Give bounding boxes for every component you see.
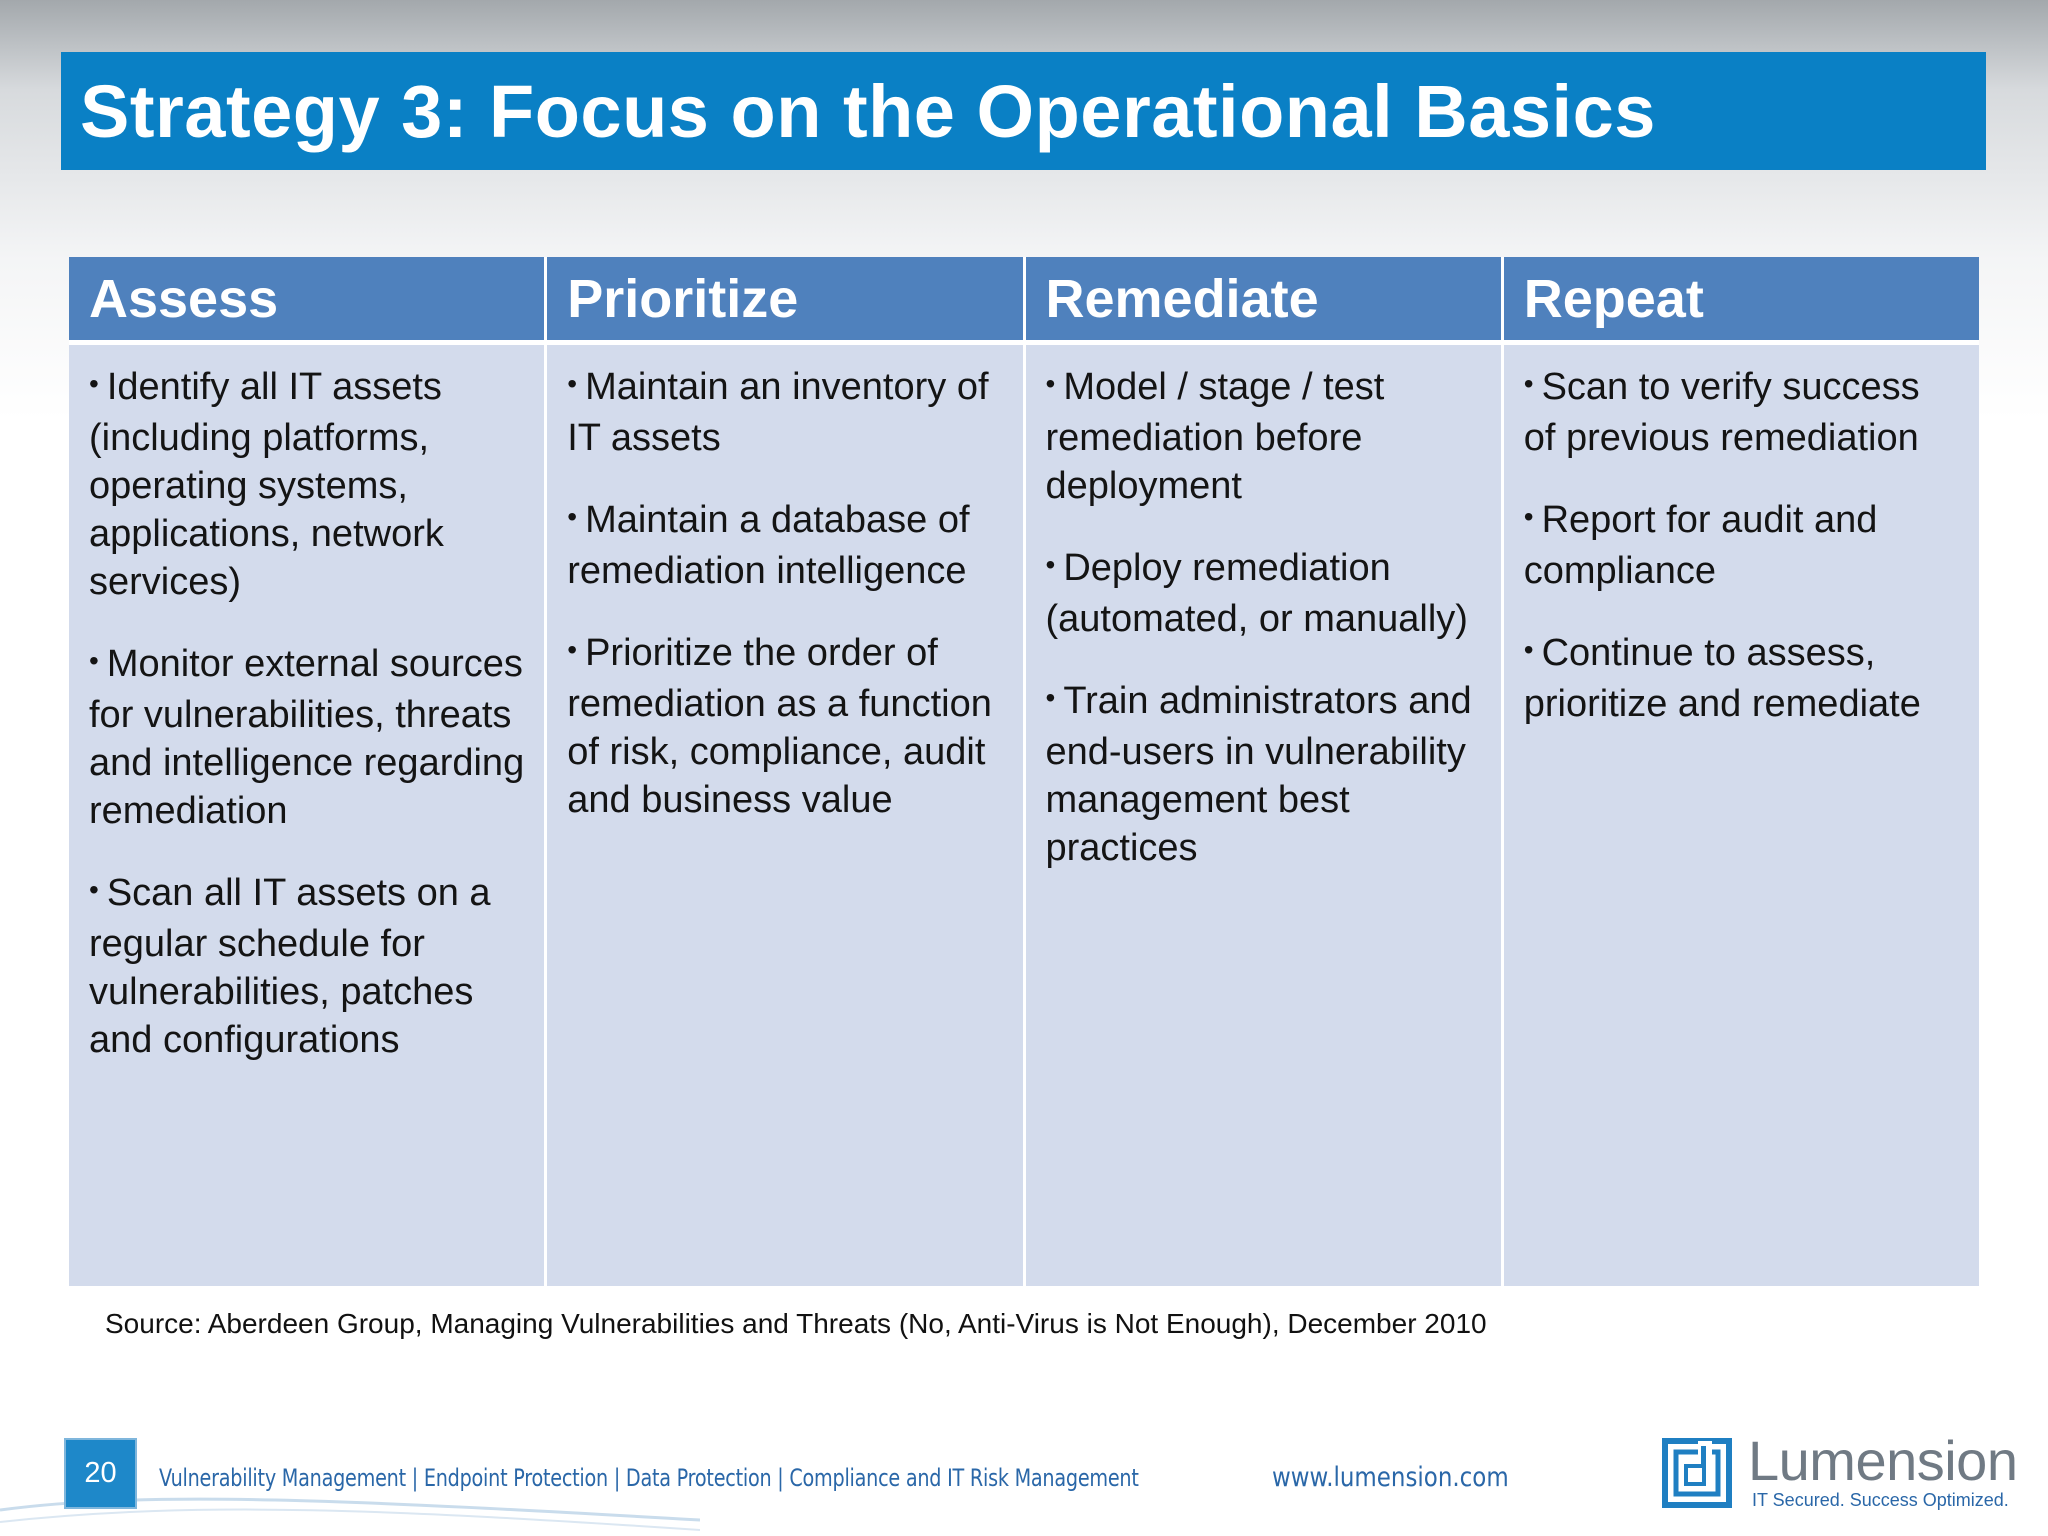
- column-heading: Assess: [69, 257, 544, 340]
- bullet-item: • Prioritize the order of remediation as a function of risk, compliance, audit and business value: [567, 629, 1002, 824]
- website-link[interactable]: www.lumension.com: [1272, 1462, 1509, 1493]
- column-prioritize: [547, 257, 1022, 1286]
- source-citation: Source: Aberdeen Group, Managing Vulnerabilities and Threats (No, Anti-Virus is Not Enough), December 2010: [105, 1308, 1487, 1339]
- column-body: [547, 345, 1022, 1286]
- column-assess: [69, 257, 544, 1286]
- column-repeat: [1504, 257, 1979, 1286]
- column-body: [69, 345, 544, 1286]
- bullet-item: • Monitor external sources for vulnerabilities, threats and intelligence regarding remediation: [89, 640, 524, 835]
- bullet-item: • Scan to verify success of previous remediation: [1524, 363, 1959, 462]
- column-heading: Remediate: [1026, 257, 1501, 340]
- bullet-item: • Scan all IT assets on a regular schedule for vulnerabilities, patches and configurations: [89, 869, 524, 1064]
- bullet-item: • Deploy remediation (automated, or manually): [1046, 544, 1481, 643]
- page-number: 20: [66, 1440, 135, 1507]
- bullet-item: • Maintain a database of remediation intelligence: [567, 496, 1002, 595]
- bullet-item: • Report for audit and compliance: [1524, 496, 1959, 595]
- bullet-item: • Maintain an inventory of IT assets: [567, 363, 1002, 462]
- title-bar: [61, 52, 1986, 170]
- logo-wordmark: Lumension: [1748, 1429, 2018, 1492]
- column-heading: Prioritize: [547, 257, 1022, 340]
- column-heading: Repeat: [1504, 257, 1979, 340]
- column-body: [1026, 345, 1501, 1286]
- strategy-table: [69, 257, 1979, 1286]
- bullet-item: • Continue to assess, prioritize and remediate: [1524, 629, 1959, 728]
- footer-tagline: Vulnerability Management | Endpoint Protection | Data Protection | Compliance and IT Risk Management: [159, 1464, 1139, 1492]
- lumension-logo-icon: [1662, 1438, 1732, 1508]
- column-body: [1504, 345, 1979, 1286]
- bullet-item: • Model / stage / test remediation before deployment: [1046, 363, 1481, 510]
- column-remediate: [1026, 257, 1501, 1286]
- bullet-item: • Train administrators and end-users in vulnerability management best practices: [1046, 677, 1481, 872]
- bullet-item: • Identify all IT assets (including platforms, operating systems, applications, network services): [89, 363, 524, 606]
- slide-title: Strategy 3: Focus on the Operational Basics: [80, 69, 1656, 153]
- logo-tagline: IT Secured. Success Optimized.: [1752, 1490, 2009, 1510]
